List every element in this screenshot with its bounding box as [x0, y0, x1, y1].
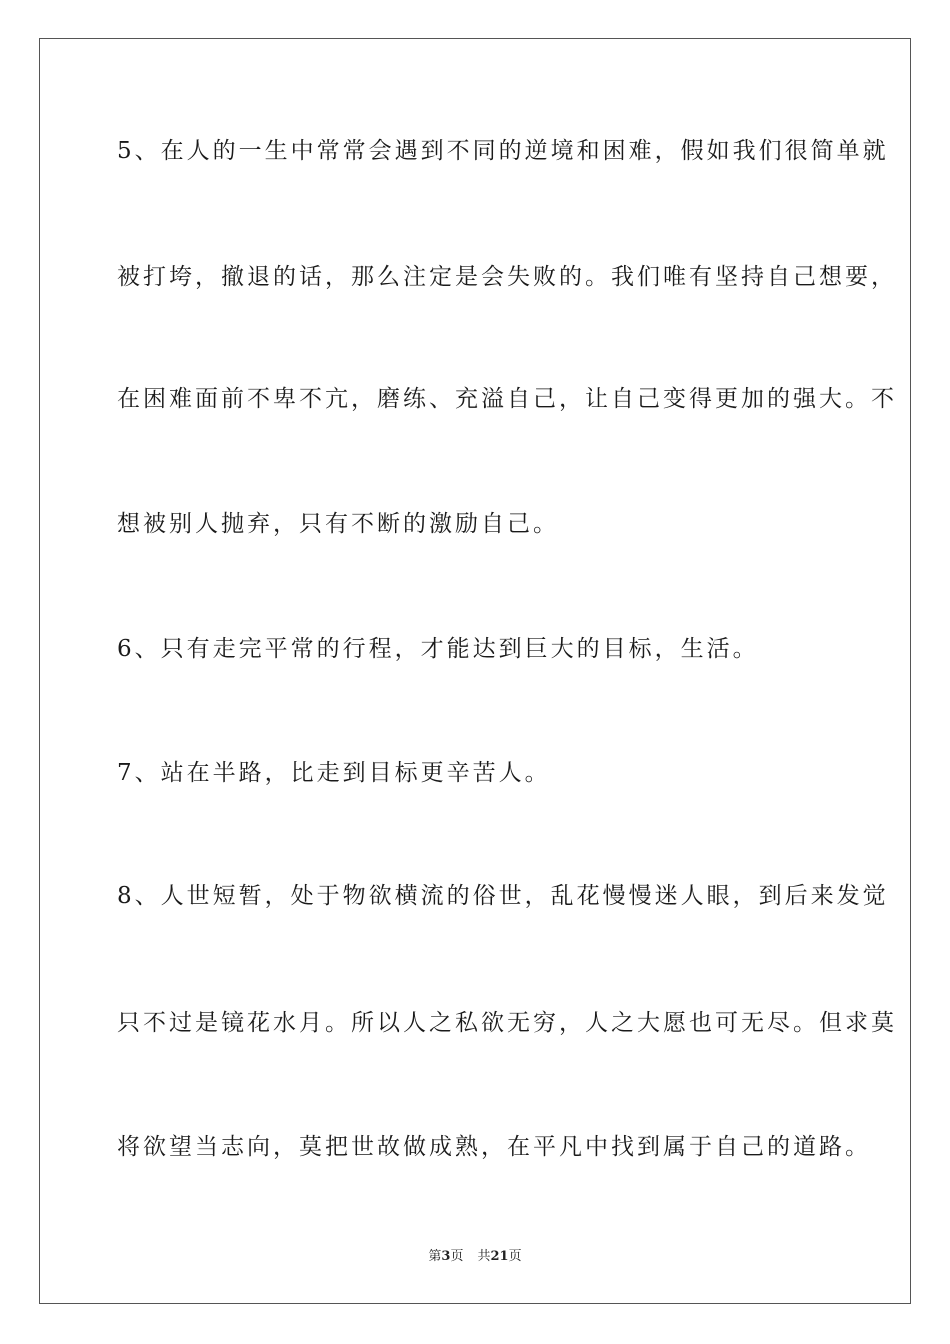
text-line-9: 将欲望当志向，莫把世故做成熟，在平凡中找到属于自己的道路。 — [117, 1134, 871, 1160]
page-footer — [0, 1245, 950, 1264]
page-number: 3 — [441, 1249, 451, 1264]
total-pages: 21 — [490, 1249, 509, 1264]
total-label-prefix: 共 — [477, 1249, 491, 1264]
page-label-suffix: 页 — [450, 1249, 464, 1264]
text-line-7: 8、人世短暂，处于物欲横流的俗世，乱花慢慢迷人眼，到后来发觉 — [117, 883, 889, 909]
text-line-4: 想被别人抛弃，只有不断的激励自己。 — [117, 511, 559, 537]
text-line-8: 只不过是镜花水月。所以人之私欲无穷，人之大愿也可无尽。但求莫 — [117, 1010, 897, 1036]
page-frame — [39, 38, 911, 1304]
page-label-prefix: 第 — [428, 1249, 442, 1264]
text-line-1: 5、在人的一生中常常会遇到不同的逆境和困难，假如我们很简单就 — [117, 138, 889, 164]
total-label-suffix: 页 — [508, 1249, 522, 1264]
text-line-6: 7、站在半路，比走到目标更辛苦人。 — [117, 760, 551, 786]
text-line-2: 被打垮，撤退的话，那么注定是会失败的。我们唯有坚持自己想要， — [117, 264, 897, 290]
text-line-5: 6、只有走完平常的行程，才能达到巨大的目标，生活。 — [117, 636, 759, 662]
text-line-3: 在困难面前不卑不亢，磨练、充溢自己，让自己变得更加的强大。不 — [117, 386, 897, 412]
